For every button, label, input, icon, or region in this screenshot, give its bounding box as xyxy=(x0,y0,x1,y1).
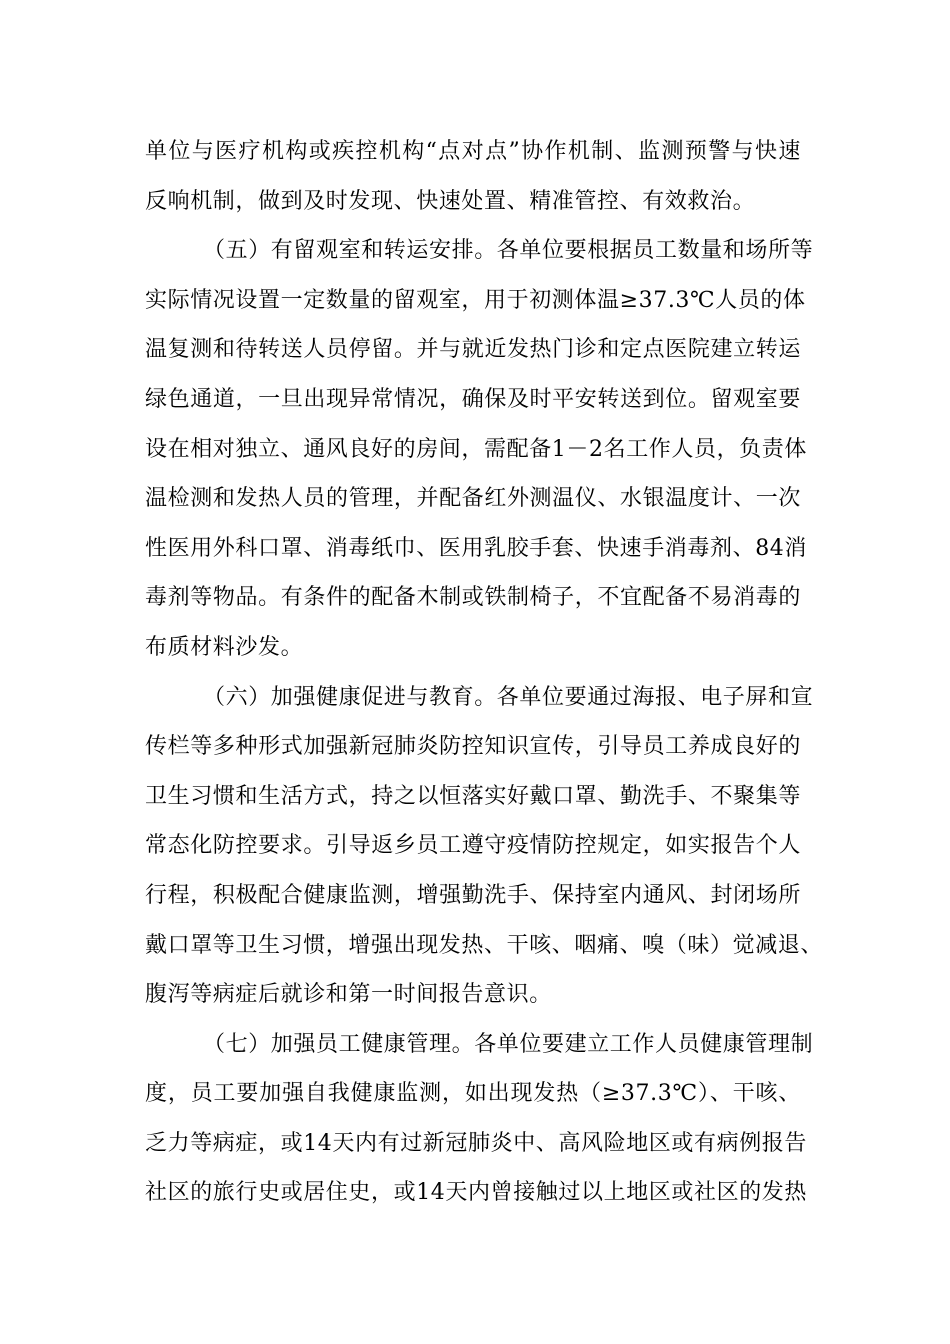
text-line: 度，员工要加强自我健康监测，如出现发热（≥37.3℃）、干咳、 xyxy=(145,1081,801,1107)
text-line: 绿色通道，一旦出现异常情况，确保及时平安转送到位。留观室要 xyxy=(145,386,801,412)
text-line: 腹泻等病症后就诊和第一时间报告意识。 xyxy=(145,982,552,1008)
paragraph-section-five xyxy=(145,226,814,672)
text-line: 毒剂等物品。有条件的配备木制或铁制椅子，不宜配备不易消毒的 xyxy=(145,585,801,611)
text-line: 反响机制，做到及时发现、快速处置、精准管控、有效救治。 xyxy=(145,188,756,214)
text-line: 常态化防控要求。引导返乡员工遵守疫情防控规定，如实报告个人 xyxy=(145,833,801,859)
text-line: 戴口罩等卫生习惯，增强出现发热、干咳、咽痛、嗅（味）觉减退、 xyxy=(145,932,824,958)
text-line: 传栏等多种形式加强新冠肺炎防控知识宣传，引导员工养成良好的 xyxy=(145,734,801,760)
text-line: 实际情况设置一定数量的留观室，用于初测体温≥37.3℃人员的体 xyxy=(145,287,806,313)
document-body xyxy=(145,127,824,1218)
text-line: 乏力等病症，或14天内有过新冠肺炎中、高风险地区或有病例报告 xyxy=(145,1130,807,1156)
text-line: 卫生习惯和生活方式，持之以恒落实好戴口罩、勤洗手、不聚集等 xyxy=(145,783,801,809)
text-line: 设在相对独立、通风良好的房间，需配备1－2名工作人员，负责体 xyxy=(145,436,807,462)
text-line: 性医用外科口罩、消毒纸巾、医用乳胶手套、快速手消毒剂、84消 xyxy=(145,535,807,561)
paragraph-section-six xyxy=(145,673,824,1020)
text-line: 行程，积极配合健康监测，增强勤洗手、保持室内通风、封闭场所 xyxy=(145,882,801,908)
section-heading-line: （五）有留观室和转运安排。各单位要根据员工数量和场所等 xyxy=(203,238,814,264)
text-line: 布质材料沙发。 xyxy=(145,634,304,660)
section-heading-line: （六）加强健康促进与教育。各单位要通过海报、电子屏和宣 xyxy=(203,684,814,710)
text-line: 单位与医疗机构或疾控机构“点对点”协作机制、监测预警与快速 xyxy=(145,139,801,164)
text-line: 社区的旅行史或居住史，或14天内曾接触过以上地区或社区的发热 xyxy=(145,1180,807,1206)
text-line: 温复测和待转送人员停留。并与就近发热门诊和定点医院建立转运 xyxy=(145,337,801,363)
paragraph-section-seven xyxy=(145,1020,814,1218)
section-heading-line: （七）加强员工健康管理。各单位要建立工作人员健康管理制 xyxy=(203,1031,814,1057)
text-line: 温检测和发热人员的管理，并配备红外测温仪、水银温度计、一次 xyxy=(145,486,801,512)
paragraph-continued xyxy=(145,127,801,226)
